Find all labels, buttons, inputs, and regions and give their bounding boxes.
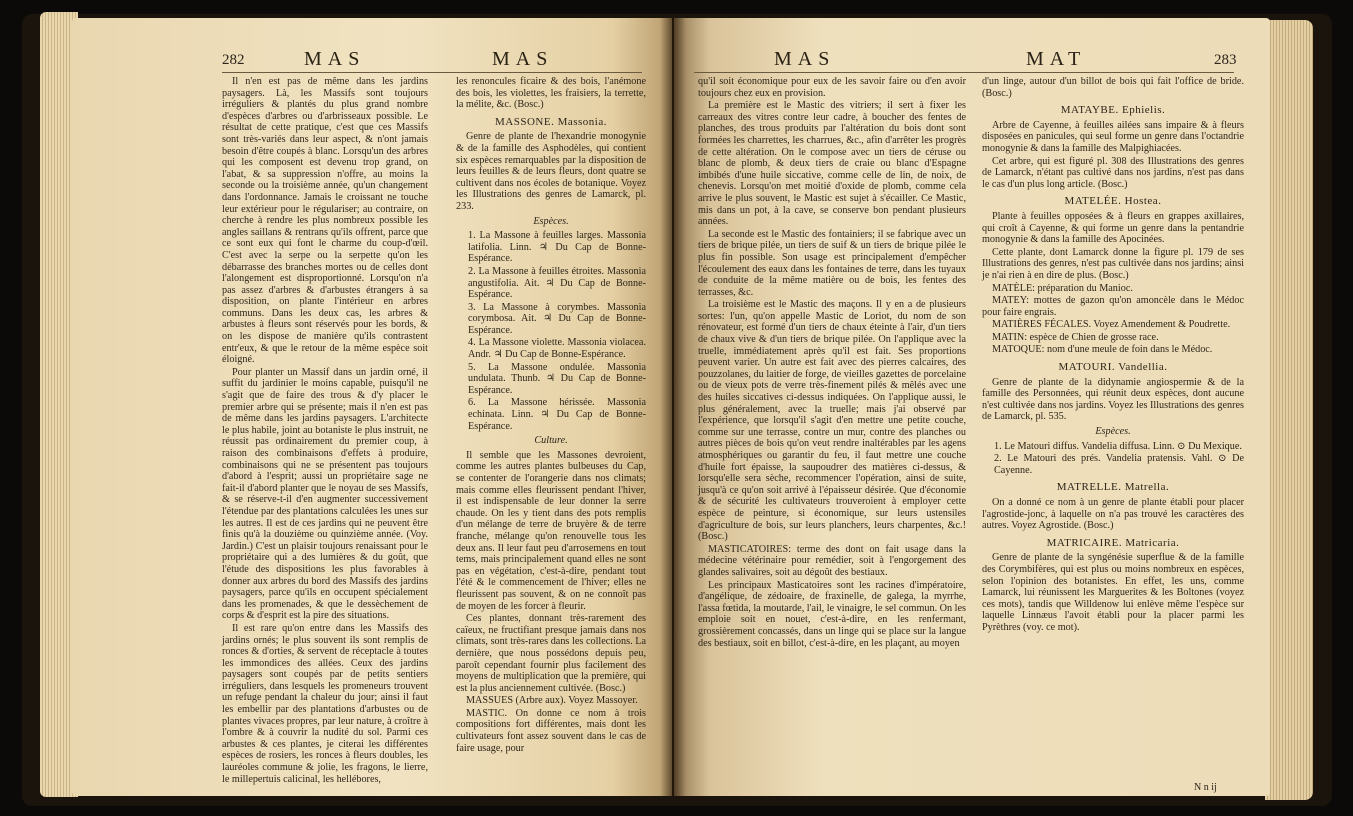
right-header-rule [694,72,1234,73]
paragraph: Arbre de Cayenne, à feuilles ailées sans impaire & à fleurs disposées en panicules, qui seul forme un genre dans l'octandrie monogynie & dans la famille des Malpighiacées. [982,119,1244,154]
paragraph: MATÈLE: préparation du Manioc. [992,282,1133,294]
entry-title: MATELÉE. Hostea. [1064,195,1162,208]
signature-mark: N n ij [1194,782,1217,793]
paragraph: Les principaux Masticatoires sont les racines d'impératoire, d'angélique, de zédoaire, de fraxinelle, de galega, la myrrhe, l'assa fœtida, la moutarde, l'ail, le vinaigre, le sel commun. On les emploie soit en nouet, c'est-à-dire, en les renfermant, grossièrement concassés, dans un linge qui se place sur la langue des bestiaux, soit en billot, c'est-à-dire, en les plaçant, au moyen [698,579,966,649]
entry-title: MATAYBE. Ephielis. [1060,104,1166,117]
paragraph: Genre de plante de la syngénésie superflue & de la famille des Corymbifères, qui est plus ou moins nombreux en espèces, selon l'opinion des botanistes. En effet, les uns, comme Lamarck, lui réunissent les Marguerites & les Boltones (voyez ces mots), tandis que Willdenow lui enlève même l'espèce sur laquelle Linnæus l'avoit établi pour la placer parmi les Pyrèthres (voy. ce mot). [982,552,1244,633]
right-column-2 [982,76,1244,635]
species-item: 1. Le Matouri diffus. Vandelia diffusa. Linn. ⊙ Du Mexique. [994,440,1242,452]
paragraph: MATOQUE: nom d'une meule de foin dans le Médoc. [992,344,1213,356]
paragraph: qu'il soit économique pour eux de les savoir faire ou d'en avoir toujours chez eux en provision. [698,76,966,99]
section-label: Espèces. [1095,426,1131,438]
paragraph: MASTIC. On donne ce nom à trois compositions fort différentes, mais dont les cultivateurs font assez souvent dans le cas de faire usage, pour [456,707,646,754]
right-page [674,18,1270,796]
species-item: 3. La Massone à corymbes. Massonia corymbosa. Ait. ♃ Du Cap de Bonne-Espérance. [468,301,646,336]
paragraph: Il n'en est pas de même dans les jardins paysagers. Là, les Massifs sont toujours irréguliers & plantés du plus grand nombre d'espèces d'arbres ou d'arbrisseaux possible. Le résultat de cette pratique, c'est que ces Massifs sont très-variés dans leur aspect, & n'ont jamais besoin d'être coupés à blanc. Lorsqu'un des arbres qui les composent est devenu trop grand, on l'abat, & sa suppression n'offre, au moins la seconde ou la troisième année, qu'un changement dans l'ordonnance. Jamais le croissant ne touche leur extérieur pour le régulariser; au contraire, on cherche à rendre les plus nombreux possible les angles saillans & rentrans qu'ils offrent, parce que ce sont eux qui font le charme du coup-d'œil. C'est avec la serpe ou la serpette qu'on les débarrasse des branches mortes ou de celles dont l'alongement est disproportionné. Lorsqu'on n'a pas assez d'arbres & d'arbustes étrangers à sa disposition, on plante l'intérieur en arbres communs. Dans les deux cas, les arbres & arbustes à fleurs sont réservés pour les bords, & on les dispose de manière qu'ils contrastent entr'eux, & que le retour de la même espèce soit éloigné. [222,76,428,366]
paragraph: les renoncules ficaire & des bois, l'anémone des bois, les violettes, les fraisiers, la terrette, la mélite, &c. (Bosc.) [456,76,646,111]
entry-title: MATOURI. Vandellia. [1058,361,1168,374]
paragraph: La troisième est le Mastic des maçons. Il y en a de plusieurs sortes: l'un, qu'on appelle Mastic de Loriot, du nom de son rénovateur, est formé d'un tiers de chaux éteinte à l'air, d'un tiers de chaux vive & d'un tiers de brique pilée. On l'applique avec la truelle, immédiatement après qu'il est fait. Ses proportions peuvent varier. Un autre est fait avec des pierres calcaires, des pouzzolanes, du laitier de forge, de vieilles gazettes de porcelaine ou de vieux pots de verre très-finement pilés & mêlés avec une des huiles siccatives ci-dessus indiquées. On l'applique aussi, le plus généralement, avec la truelle; mais j'ai observé par l'expérience, que lorsqu'il s'agit d'en mettre une petite couche, comme sur une terrasse, contre un mur, contre des planches ou autres pièces de bois qu'on veut rendre inaltérables par les agens atmosphériques ou garantir du feu, il faut mettre une couche d'huile fort épaisse, la saupoudrer des matières ci-dessus, & lorsqu'elle sera sèche, recommencer l'opération, ainsi de suite, jusqu'à ce qu'on soit arrivé à l'épaisseur désirée. Que d'économie & de sécurité les cultivateurs trouveroient à employer cette espèce de peinture, si économique, sur leurs ustensiles d'agriculture de bois, sur leurs planchers, leurs charpentes, &c.! (Bosc.) [698,299,966,543]
species-item: 2. Le Matouri des prés. Vandelia pratensis. Vahl. ⊙ De Cayenne. [994,453,1244,476]
left-header-left: MAS [304,48,366,70]
paragraph: Ces plantes, donnant très-rarement des caïeux, ne fructifiant presque jamais dans nos climats, sont très-rares dans les collections. La dernière, que nous possédons depuis peu, paroît cependant fournir plus facilement des moyens de multiplication que la première, qui est la plus anciennement cultivée. (Bosc.) [456,613,646,694]
left-page [72,18,672,796]
left-column-1 [222,76,428,786]
book-gutter [660,18,686,796]
paragraph: Genre de plante de l'hexandrie monogynie & de la famille des Asphodèles, qui contient six espèces remarquables par la disposition de leurs feuilles & de leurs fleurs, dont quatre se cultivent dans nos écoles de botanique. Voyez les Illustrations des genres de Lamarck, pl. 233. [456,131,646,212]
section-label-especes: Espèces. [533,215,569,227]
species-item: 4. La Massone violette. Massonia violacea. Andr. ♃ Du Cap de Bonne-Espérance. [468,337,646,361]
species-item: 2. La Massone à feuilles étroites. Massonia angustifolia. Ait. ♃ Du Cap de Bonne-Espérance. [468,265,646,301]
paragraph: La seconde est le Mastic des fontainiers; il se fabrique avec un tiers de brique pilée, un tiers de suif & un tiers de brique pilée le plus fin possible. Son usage est principalement d'empêcher l'écoulement des eaux dans les fontaines de terre, dans les tuyaux de conduite de la même matière ou de bois, les fentes des terrasses, &c. [698,228,966,298]
right-page-number: 283 [1214,52,1237,68]
entry-title-massone: MASSONE. Massonia. [495,115,607,128]
paragraph: MASTICATOIRES: terme des dont on fait usage dans la médecine vétérinaire pour remédier, soit à l'engorgement des glandes salivaires, soit au dégoût des bestiaux. [698,543,966,578]
entry-title: MATRELLE. Matrella. [1056,481,1170,494]
paragraph: MATEY: mottes de gazon qu'on amoncèle dans le Médoc pour faire engrais. [982,295,1244,318]
paragraph: Plante à feuilles opposées & à fleurs en grappes axillaires, qui croît à Cayenne, & qui forme un genre dans la pentandrie monogynie & dans la famille des Apocinées. [982,210,1244,246]
paragraph: La première est le Mastic des vitriers; il sert à fixer les carreaux des vitres contre leur cadre, à boucher des fentes de planches, des trous produits par l'altération du bois dont sont formées les charrettes, les charrues, &c., afin d'arrêter les progrès de cette altération. On le compose avec un tiers de céruse ou blanc de plomb, & deux tiers de craie ou blanc d'Espagne imbibés d'une huile siccative, comme celle de lin, de noix, de chenevis. Lorsqu'on met moitié d'oxide de plomb, comme cela arrive le plus souvent, le Mastic est sujet à s'écailler. Ce Mastic, mis dans un pot, à la cave, se conserve bon pendant plusieurs années. [698,100,966,228]
page-edges-right [1265,20,1313,800]
paragraph: Genre de plante de la didynamie angiospermie & de la famille des Personnées, qui réunit deux espèces, dont aucune n'est cultivée dans nos jardins. Voyez les Illustrations des genres de Lamarck, pl. 535. [982,376,1244,423]
paragraph: Il est rare qu'on entre dans les Massifs des jardins ornés; le plus souvent ils sont remplis de ronces & d'orties, & servent de réceptacle à toutes les immondices des allées. Ceux des jardins paysagers sont coupés par de petits sentiers irréguliers, dans lesquels les promeneurs trouvent un refuge pendant la chaleur du jour; ainsi il faut les embellir par des plantations d'arbustes ou de plantes vivaces propres, par leur nature, à croître à l'ombre & à couvrir la nudité du sol. Parmi ces arbustes & ces plantes, je citerai les différentes espèces de rosiers, les ronces à fleurs doubles, les lauréoles commune & jolie, les fragons, le lierre, le millepertuis calicinal, les hellébores, [222,622,428,785]
paragraph: Cette plante, dont Lamarck donne la figure pl. 179 de ses Illustrations des genres, n'est pas cultivée dans nos jardins; ainsi je n'ai rien à en dire de plus. (Bosc.) [982,246,1244,281]
left-column-2 [456,76,646,755]
right-header-right: MAT [1026,48,1087,70]
paragraph: On a donné ce nom à un genre de plante établi pour placer l'agrostide-jonc, à laquelle on n'a pas trouvé les caractères des autres. Voyez Agrostide. (Bosc.) [982,497,1244,532]
right-header-left: MAS [774,48,836,70]
paragraph: Cet arbre, qui est figuré pl. 308 des Illustrations des genres de Lamarck, n'étant pas cultivé dans nos jardins, n'est pas dans le cas d'un plus long article. (Bosc.) [982,155,1244,190]
entry-title: MATRICAIRE. Matricaria. [1046,536,1180,549]
paragraph: Il semble que les Massones devroient, comme les autres plantes bulbeuses du Cap, se contenter de l'orangerie dans nos climats; mais comme elles fleurissent pendant l'hiver, il est indispensable de leur donner la serre chaude. On les y tient dans des pots remplis d'un mélange de terre de bruyère & de terre franche, mélange qu'on renouvelle tous les deux ans. Il leur faut peu d'arrosemens en tout tems, mais principalement quand elles ne sont pas en végétation, c'est-à-dire, pendant tout l'été & le commencement de l'hiver; elles ne fleurissent pas souvent, & on ne connoît pas de moyen de les forcer à fleurir. [456,449,646,612]
paragraph: Pour planter un Massif dans un jardin orné, il suffit du jardinier le moins capable, puisqu'il ne s'agit que de faire des trous & d'y placer le premier arbre qui se présente; mais il n'en est pas de même dans les jardins paysagers. L'architecte le plus habile, joint au botaniste le plus instruit, ne réussit pas ordinairement du premier coup, à raison des combinaisons d'effets à produire, combinaisons qui ne se présentent pas toujours d'abord à l'esprit; aussi un propriétaire sage ne fait-il d'abord planter que le noyau de ses Massifs, & se réserve-t-il d'en augmenter successivement l'étendue par des plantations calculées les unes sur les autres. Il est de ces jardins qui ne peuvent être finis qu'à la douzième ou quinzième année. (Voy. Jardin.) C'est un plaisir toujours renaissant pour le propriétaire qui a des lumières & du goût, que l'étude des dispositions les plus favorables à donner aux arbres du bord des Massifs des jardins paysagers, parce qu'ils en occupent spécialement dans les promenades, & que le dessèchement de corps & d'esprit est la pire des situations. [222,366,428,622]
paragraph: d'un linge, autour d'un billot de bois qui fait l'office de bride. (Bosc.) [982,76,1244,99]
left-header-right: MAS [492,48,554,70]
section-label-culture: Culture. [534,435,568,447]
left-header-rule [222,72,642,73]
paragraph: MATIN: espèce de Chien de grosse race. [992,331,1159,343]
right-column-1 [698,76,966,650]
left-page-number: 282 [222,52,245,68]
species-item: 6. La Massone hérissée. Massonia echinata. Linn. ♃ Du Cap de Bonne-Espérance. [468,397,646,432]
paragraph: MATIÈRES FÉCALES. Voyez Amendement & Poudrette. [992,319,1231,331]
species-item: 1. La Massone à feuilles larges. Massonia latifolia. Linn. ♃ Du Cap de Bonne-Espérance. [468,230,646,265]
paragraph: MASSUES (Arbre aux). Voyez Massoyer. [466,695,638,707]
species-item: 5. La Massone ondulée. Massonia undulata. Thunb. ♃ Du Cap de Bonne-Espérance. [468,361,646,396]
